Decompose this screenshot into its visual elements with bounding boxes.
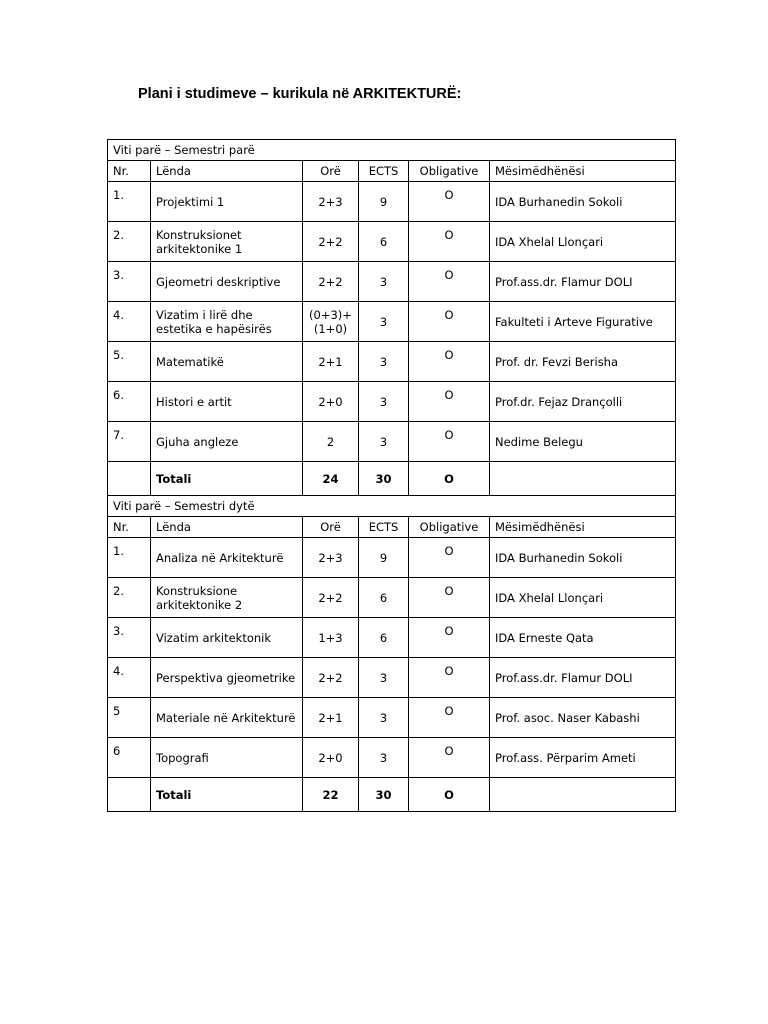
- ects-cell: 3: [359, 382, 409, 422]
- header-hours: Orë: [303, 517, 359, 538]
- hours-cell: 2+1: [303, 698, 359, 738]
- hours-cell: (0+3)+ (1+0): [303, 302, 359, 342]
- subject-cell: Projektimi 1: [151, 182, 303, 222]
- total-label: Totali: [151, 462, 303, 496]
- semester1-rows: [108, 182, 676, 496]
- total-row: [108, 462, 676, 496]
- subject-cell: Matematikë: [151, 342, 303, 382]
- row-number: 3.: [108, 262, 151, 302]
- ects-cell: 3: [359, 658, 409, 698]
- header-subject: Lënda: [151, 517, 303, 538]
- subject-cell: Gjuha angleze: [151, 422, 303, 462]
- obligative-cell: O: [409, 538, 490, 578]
- table-row: [108, 382, 676, 422]
- hours-cell: 2+3: [303, 182, 359, 222]
- row-number: 4.: [108, 658, 151, 698]
- table-row: [108, 302, 676, 342]
- hours-cell: 2+0: [303, 738, 359, 778]
- subject-cell: Histori e artit: [151, 382, 303, 422]
- total-row: [108, 778, 676, 812]
- table-row: [108, 222, 676, 262]
- obligative-cell: O: [409, 422, 490, 462]
- hours-cell: 2+0: [303, 382, 359, 422]
- subject-cell: Gjeometri deskriptive: [151, 262, 303, 302]
- teacher-cell: Prof. asoc. Naser Kabashi: [490, 698, 676, 738]
- ects-cell: 3: [359, 302, 409, 342]
- total-obligative: O: [409, 778, 490, 812]
- subject-cell: Perspektiva gjeometrike: [151, 658, 303, 698]
- table-row: [108, 618, 676, 658]
- table-row: [108, 538, 676, 578]
- hours-cell: 2+2: [303, 658, 359, 698]
- total-hours: 24: [303, 462, 359, 496]
- teacher-cell: IDA Burhanedin Sokoli: [490, 182, 676, 222]
- semester2-caption: Viti parë – Semestri dytë: [108, 496, 676, 517]
- obligative-cell: O: [409, 342, 490, 382]
- row-number: 6: [108, 738, 151, 778]
- total-obligative: O: [409, 462, 490, 496]
- hours-cell: 2+2: [303, 578, 359, 618]
- obligative-cell: O: [409, 382, 490, 422]
- row-number: 5.: [108, 342, 151, 382]
- total-ects: 30: [359, 778, 409, 812]
- row-number: 2.: [108, 222, 151, 262]
- table-row: [108, 658, 676, 698]
- subject-cell: Konstruksionet arkitektonike 1: [151, 222, 303, 262]
- document-title: Plani i studimeve – kurikula në ARKITEKTURË:: [138, 86, 462, 102]
- teacher-cell: Prof.ass.dr. Flamur DOLI: [490, 262, 676, 302]
- hours-cell: 2: [303, 422, 359, 462]
- row-number: 3.: [108, 618, 151, 658]
- header-subject: Lënda: [151, 161, 303, 182]
- semester1-caption: Viti parë – Semestri parë: [108, 140, 676, 161]
- hours-cell: 1+3: [303, 618, 359, 658]
- hours-cell: 2+1: [303, 342, 359, 382]
- row-number: 4.: [108, 302, 151, 342]
- header-teacher: Mësimëdhënësi: [490, 517, 676, 538]
- obligative-cell: O: [409, 738, 490, 778]
- teacher-cell: IDA Xhelal Llonçari: [490, 222, 676, 262]
- total-empty-cell: [108, 462, 151, 496]
- ects-cell: 3: [359, 342, 409, 382]
- teacher-cell: Prof.ass.dr. Flamur DOLI: [490, 658, 676, 698]
- subject-cell: Vizatim i lirë dhe estetika e hapësirës: [151, 302, 303, 342]
- semester2-table: [107, 495, 676, 812]
- header-nr: Nr.: [108, 517, 151, 538]
- header-ects: ECTS: [359, 517, 409, 538]
- obligative-cell: O: [409, 578, 490, 618]
- row-number: 6.: [108, 382, 151, 422]
- teacher-cell: Prof. dr. Fevzi Berisha: [490, 342, 676, 382]
- hours-cell: 2+2: [303, 222, 359, 262]
- header-obligative: Obligative: [409, 161, 490, 182]
- obligative-cell: O: [409, 222, 490, 262]
- table-row: [108, 262, 676, 302]
- header-nr: Nr.: [108, 161, 151, 182]
- header-ects: ECTS: [359, 161, 409, 182]
- teacher-cell: Nedime Belegu: [490, 422, 676, 462]
- teacher-cell: IDA Erneste Qata: [490, 618, 676, 658]
- obligative-cell: O: [409, 698, 490, 738]
- ects-cell: 3: [359, 738, 409, 778]
- ects-cell: 6: [359, 578, 409, 618]
- table-row: [108, 342, 676, 382]
- total-label: Totali: [151, 778, 303, 812]
- total-ects: 30: [359, 462, 409, 496]
- table-row: [108, 738, 676, 778]
- table-row: [108, 422, 676, 462]
- teacher-cell: IDA Xhelal Llonçari: [490, 578, 676, 618]
- subject-cell: Konstruksione arkitektonike 2: [151, 578, 303, 618]
- ects-cell: 3: [359, 422, 409, 462]
- row-number: 7.: [108, 422, 151, 462]
- obligative-cell: O: [409, 302, 490, 342]
- row-number: 2.: [108, 578, 151, 618]
- ects-cell: 9: [359, 182, 409, 222]
- ects-cell: 6: [359, 222, 409, 262]
- ects-cell: 3: [359, 698, 409, 738]
- hours-cell: 2+2: [303, 262, 359, 302]
- total-empty-cell: [108, 778, 151, 812]
- header-obligative: Obligative: [409, 517, 490, 538]
- subject-cell: Analiza në Arkitekturë: [151, 538, 303, 578]
- teacher-cell: IDA Burhanedin Sokoli: [490, 538, 676, 578]
- obligative-cell: O: [409, 618, 490, 658]
- hours-cell: 2+3: [303, 538, 359, 578]
- ects-cell: 3: [359, 262, 409, 302]
- ects-cell: 9: [359, 538, 409, 578]
- subject-cell: Materiale në Arkitekturë: [151, 698, 303, 738]
- obligative-cell: O: [409, 182, 490, 222]
- total-empty-cell: [490, 462, 676, 496]
- table-row: [108, 578, 676, 618]
- ects-cell: 6: [359, 618, 409, 658]
- semester1-table: [107, 139, 676, 496]
- table-row: [108, 698, 676, 738]
- subject-cell: Vizatim arkitektonik: [151, 618, 303, 658]
- row-number: 1.: [108, 182, 151, 222]
- row-number: 1.: [108, 538, 151, 578]
- obligative-cell: O: [409, 658, 490, 698]
- semester2-rows: [108, 538, 676, 812]
- row-number: 5: [108, 698, 151, 738]
- teacher-cell: Prof.ass. Përparim Ameti: [490, 738, 676, 778]
- obligative-cell: O: [409, 262, 490, 302]
- teacher-cell: Prof.dr. Fejaz Drançolli: [490, 382, 676, 422]
- table-row: [108, 182, 676, 222]
- header-teacher: Mësimëdhënësi: [490, 161, 676, 182]
- header-hours: Orë: [303, 161, 359, 182]
- total-hours: 22: [303, 778, 359, 812]
- teacher-cell: Fakulteti i Arteve Figurative: [490, 302, 676, 342]
- total-empty-cell: [490, 778, 676, 812]
- subject-cell: Topografi: [151, 738, 303, 778]
